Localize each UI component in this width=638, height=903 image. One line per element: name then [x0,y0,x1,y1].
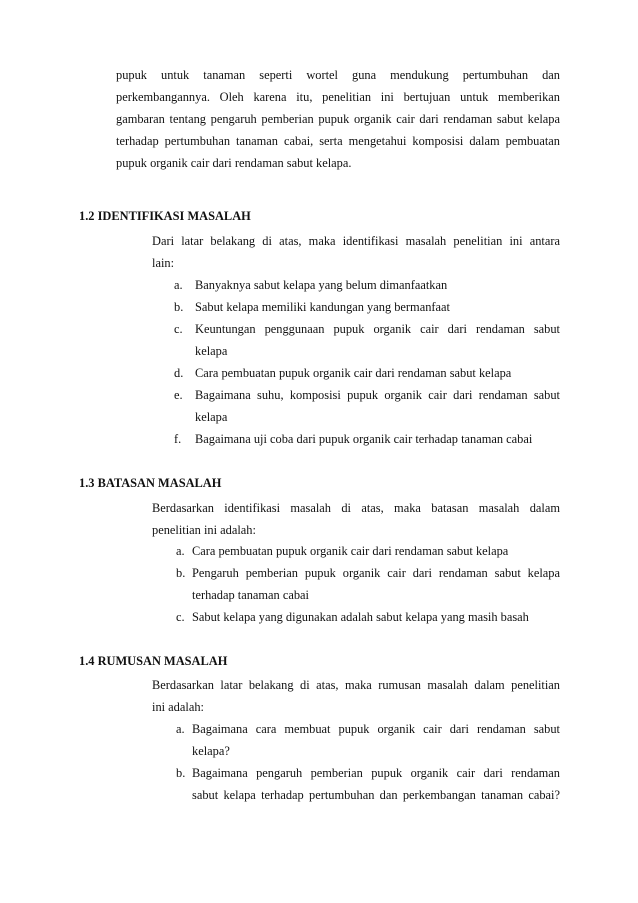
list-item [176,606,560,628]
paragraph-line: lain: [152,256,175,270]
list-marker: e. [174,388,183,402]
list-item [176,718,560,762]
section-paragraph-rumusan [152,674,560,718]
list-marker: a. [176,722,185,736]
list-item [174,428,560,450]
list-marker: a. [176,544,185,558]
list-marker: d. [174,366,184,380]
list-marker: a. [174,278,183,292]
section-paragraph-batasan [152,497,560,541]
intro-line: pupuk untuk tanaman seperti wortel guna mendukung pertumbuhan dan [116,68,560,82]
intro-line: perkembangannya. Oleh karena itu, penelitian ini bertujuan untuk memberikan [116,90,560,104]
paragraph-line: Berdasarkan latar belakang di atas, maka rumusan masalah dalam penelitian [152,678,560,692]
section-heading-batasan: 1.3 BATASAN MASALAH [79,476,222,490]
list-item-line: Sabut kelapa memiliki kandungan yang bermanfaat [195,300,450,314]
paragraph-line: ini adalah: [152,700,204,714]
intro-paragraph [116,64,560,174]
list-item [174,296,560,318]
batasan-list [176,540,560,628]
identifikasi-list [174,274,560,450]
paragraph-line: Dari latar belakang di atas, maka identifikasi masalah penelitian ini antara [152,234,560,248]
list-marker: c. [176,610,185,624]
list-item [176,762,560,806]
list-item-line: kelapa [195,410,228,424]
list-item-line: Keuntungan penggunaan pupuk organik cair dari rendaman sabut [195,322,560,336]
list-item-line: Cara pembuatan pupuk organik cair dari rendaman sabut kelapa [195,366,512,380]
list-item-line: kelapa? [192,744,230,758]
list-marker: c. [174,322,183,336]
list-item-line: Bagaimana suhu, komposisi pupuk organik cair dari rendaman sabut [195,388,560,402]
intro-line: gambaran tentang pengaruh pemberian pupuk organik cair dari rendaman sabut kelapa [116,112,560,126]
list-marker: b. [174,300,184,314]
list-item-line: sabut kelapa terhadap pertumbuhan dan perkembangan tanaman cabai? [192,788,560,802]
list-item-line: Sabut kelapa yang digunakan adalah sabut kelapa yang masih basah [192,610,529,624]
list-item-line: terhadap tanaman cabai [192,588,309,602]
list-item [174,318,560,362]
list-item-line: Bagaimana uji coba dari pupuk organik cair terhadap tanaman cabai [195,432,533,446]
list-item-line: Bagaimana cara membuat pupuk organik cair dari rendaman sabut [192,722,560,736]
list-item [176,540,560,562]
list-marker: f. [174,432,182,446]
rumusan-list [176,718,560,806]
intro-line: pupuk organik cair dari rendaman sabut kelapa. [116,156,352,170]
list-marker: b. [176,566,186,580]
list-item-line: Banyaknya sabut kelapa yang belum dimanfaatkan [195,278,448,292]
list-item-line: Pengaruh pemberian pupuk organik cair dari rendaman sabut kelapa [192,566,560,580]
section-heading-identifikasi: 1.2 IDENTIFIKASI MASALAH [79,209,251,223]
intro-line: terhadap pertumbuhan tanaman cabai, serta mengetahui komposisi dalam pembuatan [116,134,560,148]
section-heading-rumusan: 1.4 RUMUSAN MASALAH [79,654,228,668]
list-marker: b. [176,766,186,780]
list-item [174,274,560,296]
list-item [176,562,560,606]
list-item [174,384,560,428]
list-item-line: Bagaimana pengaruh pemberian pupuk organik cair dari rendaman [192,766,560,780]
list-item-line: kelapa [195,344,228,358]
paragraph-line: penelitian ini adalah: [152,523,256,537]
paragraph-line: Berdasarkan identifikasi masalah di atas, maka batasan masalah dalam [152,501,560,515]
list-item [174,362,560,384]
list-item-line: Cara pembuatan pupuk organik cair dari rendaman sabut kelapa [192,544,509,558]
section-paragraph-identifikasi [152,230,560,274]
